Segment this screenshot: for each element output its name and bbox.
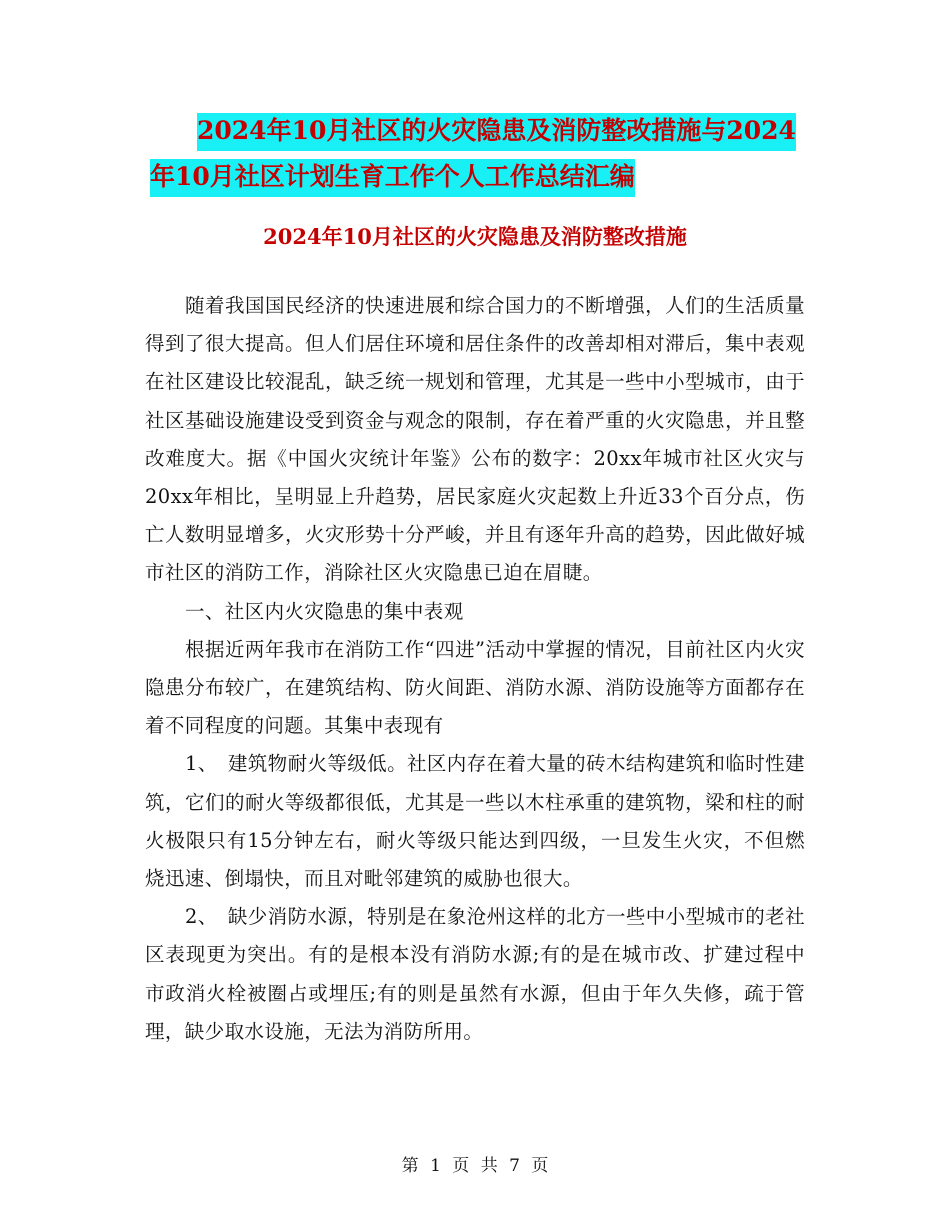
document-title-line-1-text: 2024年10月社区的火灾隐患及消防整改措施与2024: [197, 113, 796, 151]
document-body: [145, 287, 805, 1051]
page-number-footer: 第 1 页 共 7 页: [401, 1156, 549, 1176]
paragraph-item-2: 2、 缺少消防水源，特别是在象沧州这样的北方一些中小型城市的老社区表现更为突出。有的是根本没有消防水源;有的是在城市改、扩建过程中市政消火栓被圈占或埋压;有的则是虽然有水源，但由于年久失修，疏于管理，缺少取水设施，无法为消防所用。: [145, 905, 805, 1043]
paragraph-heading-1: 一、社区内火灾隐患的集中表观: [185, 599, 464, 623]
document-title-line-2: [150, 154, 810, 200]
document-title-line-1: [150, 108, 810, 154]
section-title: 2024年10月社区的火灾隐患及消防整改措施: [263, 224, 687, 249]
paragraph-overview: 根据近两年我市在消防工作“四进”活动中掌握的情况，目前社区内火灾隐患分布较广，在建筑结构、防火间距、消防水源、消防设施等方面都存在着不同程度的问题。其集中表现有: [145, 637, 805, 738]
document-title-line-2-text: 年10月社区计划生育工作个人工作总结汇编: [150, 159, 635, 197]
document-title: [150, 108, 810, 200]
paragraph-item-1: 1、 建筑物耐火等级低。社区内存在着大量的砖木结构建筑和临时性建筑，它们的耐火等级都很低，尤其是一些以木柱承重的建筑物，梁和柱的耐火极限只有15分钟左右，耐火等级只能达到四级，一旦发生火灾，不但燃烧迅速、倒塌快，而且对毗邻建筑的威胁也很大。: [145, 752, 805, 891]
paragraph-intro: 随着我国国民经济的快速进展和综合国力的不断增强，人们的生活质量得到了很大提高。但人们居住环境和居住条件的改善却相对滞后，集中表观在社区建设比较混乱，缺乏统一规划和管理，尤其是一些中小型城市，由于社区基础设施建设受到资金与观念的限制，存在着严重的火灾隐患，并且整改难度大。据《中国火灾统计年鉴》公布的数字：20xx年城市社区火灾与20xx年相比，呈明显上升趋势，居民家庭火灾起数上升近33个百分点，伤亡人数明显增多，火灾形势十分严峻，并且有逐年升高的趋势，因此做好城市社区的消防工作，消除社区火灾隐患已迫在眉睫。: [145, 294, 805, 585]
